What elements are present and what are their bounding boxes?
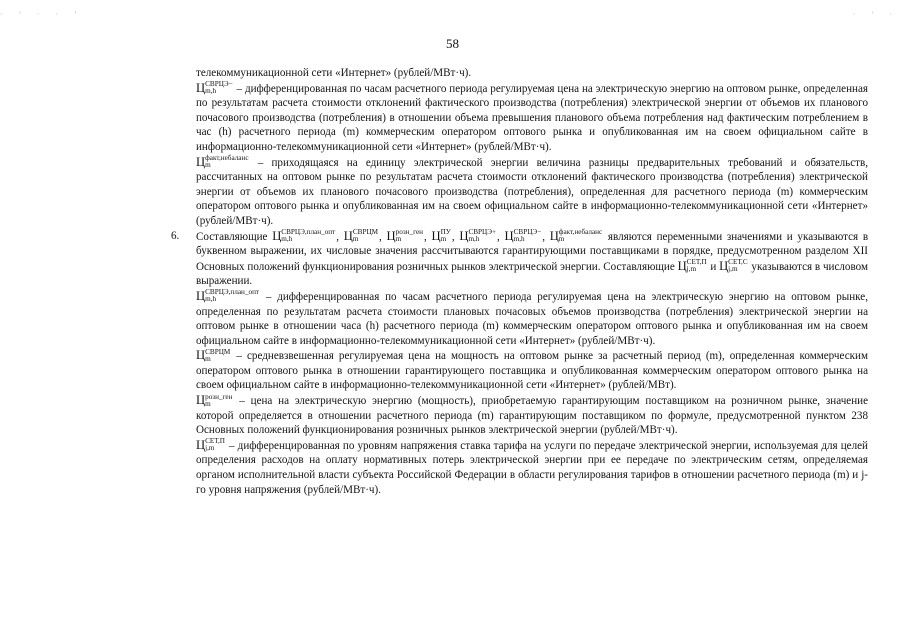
price-symbol	[196, 288, 260, 304]
symbol-indices	[205, 81, 233, 95]
symbol-letter: Ц	[196, 437, 206, 452]
symbol-superscript: СВРЦЭ,план_опт	[205, 288, 260, 297]
symbol-indices	[687, 259, 707, 273]
symbol-indices	[205, 155, 248, 169]
symbol-subscript: m	[440, 234, 447, 243]
document-body	[196, 66, 868, 497]
symbol-superscript: СЕТ,С	[728, 258, 748, 267]
price-symbol	[196, 80, 234, 96]
symbol-subscript: m	[205, 161, 211, 170]
price-symbol	[196, 392, 233, 408]
symbol-indices	[353, 229, 378, 243]
price-symbol	[549, 227, 604, 243]
symbol-superscript: СВРЦЭ−	[205, 80, 233, 89]
price-symbol	[719, 258, 749, 274]
symbol-indices	[205, 289, 259, 303]
symbol-subscript: m,h	[205, 295, 217, 304]
paragraph	[196, 155, 868, 229]
symbol-letter: Ц	[272, 228, 282, 243]
symbol-indices	[205, 394, 232, 408]
symbol-subscript: m,h	[281, 234, 293, 243]
symbol-letter: Ц	[196, 393, 206, 408]
symbol-subscript: j,m	[205, 444, 215, 453]
paragraph-text: телекоммуникационной сети «Интернет» (рублей/МВт·ч).	[196, 67, 472, 79]
paragraph	[196, 66, 868, 81]
symbol-letter: Ц	[196, 154, 206, 169]
paragraph-text: – приходящаяся на единицу электрической энергии величина разницы предварительных требований и обязательств, рассчитанных на оптовом рынке по результатам расчета стоимости отклонений фактического производства (потребления) электрической энергии от объемов их планового почасового производства (потребления), определенная для расчетного периода (m) коммерческим оператором оптового рынка и опубликованная им на своем официальном сайте в информационно-телекоммуникационной сети «Интернет» (рублей/МВт·ч).	[196, 156, 868, 227]
symbol-indices	[205, 438, 225, 452]
definition	[196, 438, 868, 497]
symbol-subscript: m,h	[468, 234, 480, 243]
symbol-letter: Ц	[343, 228, 353, 243]
symbol-indices	[281, 229, 335, 243]
symbol-indices	[728, 259, 747, 273]
symbol-letter: Ц	[504, 228, 514, 243]
definition	[196, 289, 868, 348]
definition-text: – дифференцированная по часам расчетного периода регулируемая цена на электрическую энергию на оптовом рынке, определенная по результатам расчета стоимости плановых почасовых объемов производства (потребления) электрической энергии на оптовом рынке в отношении часа (h) расчетного периода (m) коммерческим оператором оптового рынка и опубликованная им на своем официальном сайте в информационно-телекоммуникационной сети «Интернет» (рублей/МВт·ч).	[196, 290, 868, 347]
definition-text: – дифференцированная по уровням напряжения ставка тарифа на услуги по передаче электрической энергии, используемая для целей определения расходов на оплату нормативных потерь электрической энергии при ее передаче по электрическим сетям, определяемая органом исполнительной власти субъекта Российской Федерации в области регулирования тарифов в отношении расчетного периода (m) и j-го уровня напряжения (рублей/МВт·ч).	[196, 439, 868, 496]
item-number: 6.	[171, 230, 180, 242]
price-symbol	[272, 227, 336, 243]
symbol-subscript: m	[395, 234, 402, 243]
item-6-text: Составляющие Ц СВРЦЭ,план_опт m,h , Ц СВРЦМ m , Ц розн_ген m , Ц ПУ m , Ц СВРЦЭ+ m,h , Ц СВРЦЭ− m,h , Ц факт,небаланс m являются переменными значениями и указываются в буквенном выражении, их числовые значения рассчитываются гарантирующими поставщиками в порядке, предусмотренном разделом XII Основных положений функционирования розничных рынков электрической энергии. Составляющие Ц СЕТ,П j,m и Ц СЕТ,С j,m указываются в числовом выражении.	[196, 227, 869, 288]
symbol-letter: Ц	[459, 228, 469, 243]
paragraph	[196, 81, 868, 155]
scan-artifacts: · ’ · · ’ · ’ ·	[0, 10, 899, 19]
price-symbol	[431, 227, 451, 243]
item-6-text-2: указываются в числовом выражении.	[196, 260, 868, 288]
price-symbol	[459, 227, 497, 243]
symbol-letter: Ц	[386, 228, 396, 243]
symbol-letter: Ц	[431, 228, 441, 243]
conjunction: и	[707, 260, 720, 273]
symbol-superscript: СВРЦЭ,план_опт	[281, 227, 336, 236]
definition	[196, 348, 868, 393]
symbol-superscript: СЕТ,П	[205, 437, 225, 446]
symbol-subscript: m	[205, 399, 211, 408]
symbol-indices	[441, 229, 451, 243]
symbol-superscript: СВРЦЭ+	[468, 227, 497, 236]
symbol-superscript: СВРЦМ	[352, 227, 379, 236]
page-number: 58	[446, 36, 459, 51]
price-symbol	[677, 258, 708, 274]
symbol-indices	[468, 229, 496, 243]
symbol-letter: Ц	[196, 348, 206, 363]
symbol-superscript: СЕТ,П	[686, 258, 707, 267]
symbol-letter: Ц	[196, 288, 206, 303]
item-6-lead: Составляющие	[196, 230, 273, 243]
price-symbol	[386, 227, 424, 243]
symbol-superscript: СВРЦЭ−	[513, 227, 542, 236]
paragraph-text: – дифференцированная по часам расчетного периода регулируемая цена на электрическую энергию на оптовом рынке, определенная по результатам расчета стоимости отклонений фактического производства (потребления) электрической энергии от объемов их планового почасового производства (потребления) в отношении объема превышения планового объема потребления над фактическим потреблением в час (h) расчетного периода (m) коммерческим оператором оптового рынка и опубликованная им на своем официальном сайте в информационно-телекоммуникационной сети «Интернет» (рублей/МВт·ч).	[196, 82, 868, 153]
symbol-superscript: факт,небаланс	[558, 227, 603, 236]
symbol-letter: Ц	[719, 258, 729, 273]
price-symbol	[196, 437, 226, 453]
symbol-subscript: m	[205, 354, 211, 363]
item-6-text-1: являются переменными значениями и указываются в буквенном выражении, их числовые значения рассчитываются гарантирующими поставщиками в порядке, предусмотренном разделом XII Основных положений функционирования розничных рынков электрической энергии. Составляющие	[196, 230, 869, 273]
symbol-indices	[559, 229, 602, 243]
definition-text: – средневзвешенная регулируемая цена на мощность на оптовом рынке за расчетный период (m), определенная коммерческим оператором оптового рынка в отношении гарантирующего поставщика и опубликованная коммерческим оператором оптового рынка на своем официальном сайте в информационно-телекоммуникационной сети «Интернет» (рублей/МВт).	[196, 350, 868, 392]
symbol-letter: Ц	[549, 228, 559, 243]
symbol-subscript: m	[558, 234, 565, 243]
symbol-superscript: розн_ген	[205, 392, 233, 401]
symbol-subscript: m	[352, 234, 359, 243]
symbol-indices	[514, 229, 542, 243]
price-symbol	[196, 347, 231, 363]
symbol-subscript: m,h	[513, 234, 525, 243]
symbol-superscript: ПУ	[440, 227, 451, 236]
definition-text: – цена на электрическую энергию (мощность), приобретаемую гарантирующим поставщиком на розничном рынке, значение которой определяется в отношении расчетного периода (m) гарантирующим поставщиком по формуле, предусмотренной пунктом 238 Основных положений функционирования розничных рынков электрической энергии (рублей/МВт·ч).	[196, 395, 868, 437]
price-symbol	[504, 227, 543, 243]
symbol-superscript: СВРЦМ	[205, 347, 231, 356]
symbol-subscript: j,m	[728, 265, 738, 274]
price-symbol	[196, 154, 250, 170]
symbol-superscript: факт,небаланс	[205, 154, 249, 163]
definition	[196, 393, 868, 438]
symbol-indices	[396, 229, 423, 243]
symbol-letter: Ц	[196, 80, 206, 95]
symbol-letter: Ц	[677, 258, 687, 273]
symbol-subscript: j,m	[686, 265, 697, 274]
price-symbol	[343, 227, 379, 243]
symbol-subscript: m,h	[205, 87, 217, 96]
symbol-indices	[205, 349, 230, 363]
symbol-superscript: розн_ген	[395, 227, 423, 236]
